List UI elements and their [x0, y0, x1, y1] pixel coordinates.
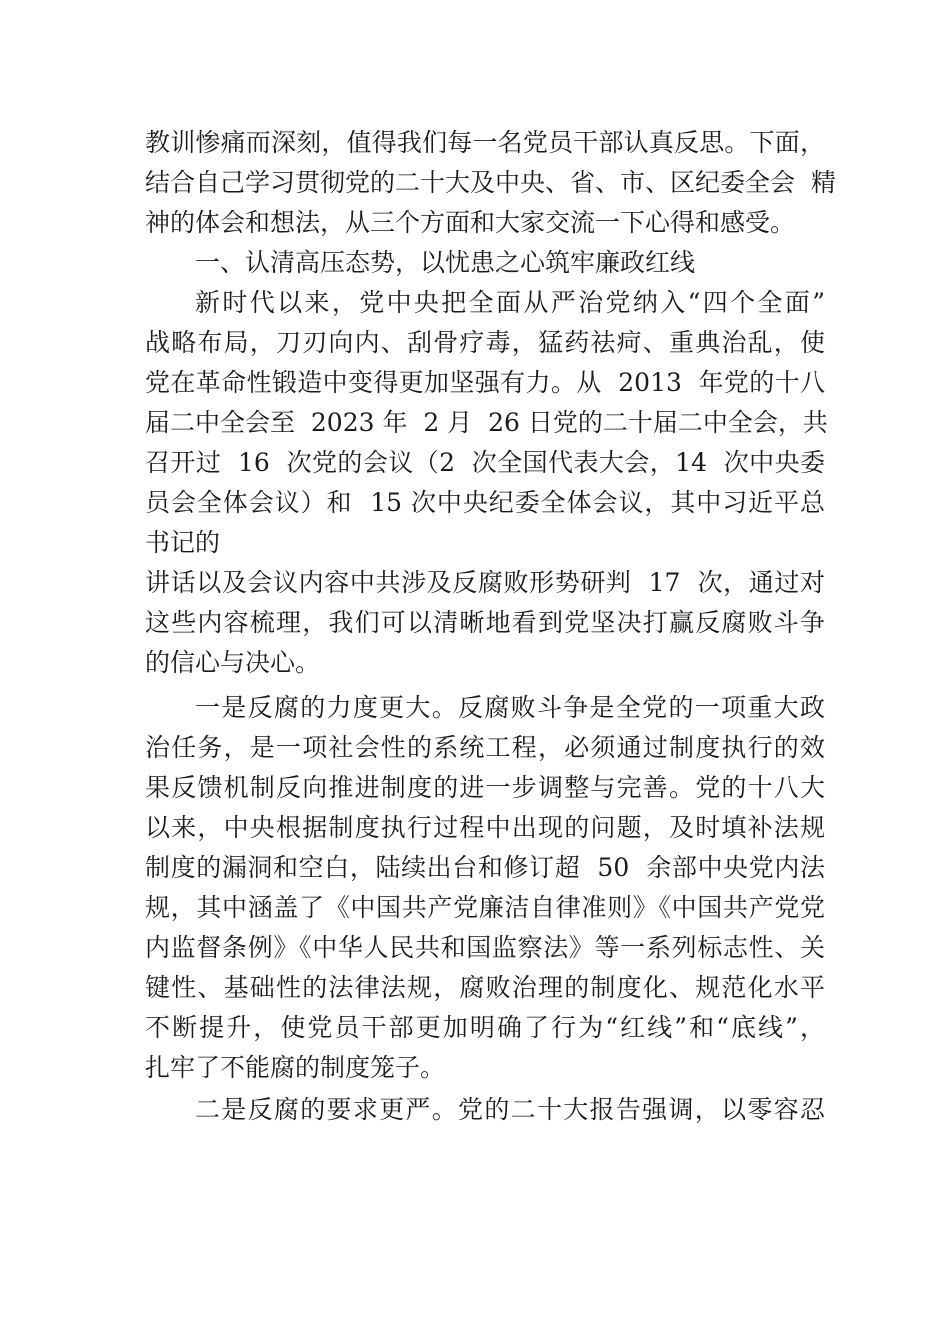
- text-line: 制度的漏洞和空白，陆续出台和修订超 50 余部中央党内法: [145, 853, 825, 882]
- paragraph-first-line: 一是反腐的力度更大。反腐败斗争是全党的一项重大政: [195, 693, 825, 722]
- text-line: 教训惨痛而深刻，值得我们每一名党员干部认真反思。下面，: [145, 128, 825, 157]
- text-line: 这些内容梳理，我们可以清晰地看到党坚决打赢反腐败斗争: [145, 608, 825, 637]
- text-line: 治任务，是一项社会性的系统工程，必须通过制度执行的效: [145, 733, 825, 762]
- text-line: 以来，中央根据制度执行过程中出现的问题，及时填补法规: [145, 813, 825, 842]
- text-line: 员会全体会议）和 15 次中央纪委全体会议，其中习近平总: [145, 488, 825, 517]
- text-line: 不断提升，使党员干部更加明确了行为“红线”和“底线”，: [145, 1013, 825, 1042]
- text-line: 召开过 16 次党的会议（2 次全国代表大会，14 次中央委: [145, 448, 825, 477]
- text-line: 果反馈机制反向推进制度的进一步调整与完善。党的十八大: [145, 773, 825, 802]
- text-line: 神的体会和想法，从三个方面和大家交流一下心得和感受。: [145, 208, 796, 237]
- text-line: 党在革命性锻造中变得更加坚强有力。从 2013 年党的十八: [145, 368, 825, 397]
- text-line: 内监督条例》《中华人民共和国监察法》等一系列标志性、关: [145, 933, 825, 962]
- text-line: 讲话以及会议内容中共涉及反腐败形势研判 17 次，通过对: [145, 568, 825, 597]
- paragraph-first-line: 新时代以来，党中央把全面从严治党纳入“四个全面”: [195, 288, 825, 317]
- text-line: 战略布局，刀刃向内、刮骨疗毒，猛药祛疴、重典治乱，使: [145, 328, 825, 357]
- text-line: 届二中全会至 2023 年 2 月 26 日党的二十届二中全会，共: [145, 408, 828, 437]
- section-heading: 一、认清高压态势，以忧患之心筑牢廉政红线: [195, 248, 696, 277]
- text-line: 的信心与决心。: [145, 648, 321, 677]
- text-line: 规，其中涵盖了《中国共产党廉洁自律准则》《中国共产党党: [145, 893, 825, 922]
- text-line: 扎牢了不能腐的制度笼子。: [145, 1053, 446, 1082]
- text-line: 结合自己学习贯彻党的二十大及中央、省、市、区纪委全会 精: [145, 168, 836, 197]
- paragraph-first-line: 二是反腐的要求更严。党的二十大报告强调，以零容忍: [195, 1095, 825, 1124]
- text-line: 书记的: [145, 528, 221, 557]
- text-line: 键性、基础性的法律法规，腐败治理的制度化、规范化水平: [145, 973, 825, 1002]
